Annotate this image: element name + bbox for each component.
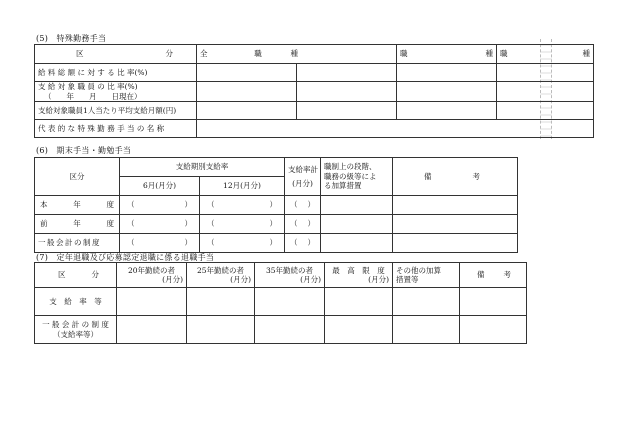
- section7-heading: (7) 定年退職及び応募認定退職に係る退職手当: [36, 253, 215, 262]
- header-kubun7: 区 分: [35, 263, 117, 288]
- header-kubun: 区 分: [35, 45, 197, 64]
- row-general-account7: 一 般 会 計 の 制 度 （支給率等）: [35, 316, 527, 344]
- header-job-2: 職 種: [497, 45, 594, 64]
- header-other: その他の加算 措置等: [393, 263, 460, 288]
- special-allowance-table: [34, 44, 594, 138]
- header-kasan: 職制上の段階、 職務の級等によ る加算措置: [321, 158, 393, 196]
- row-representative-name: 代 表 的 な 特 殊 勤 務 手 当 の 名 称: [35, 120, 197, 138]
- retirement-allowance-table: [34, 262, 527, 344]
- header-job-1: 職 種: [397, 45, 497, 64]
- header-rate: 支給期別支給率: [120, 158, 285, 177]
- header-35yr: 35年勤続の者 (月分): [255, 263, 325, 288]
- header-25yr: 25年勤続の者 (月分): [187, 263, 255, 288]
- row-payment-rate: 支 給 率 等: [35, 288, 527, 316]
- bonus-table: [34, 157, 518, 253]
- header-20yr: 20年勤続の者 (月分): [117, 263, 187, 288]
- header-total: 支給率計 (月分): [285, 158, 321, 196]
- row-avg-monthly: 支給対象職員1人当たり平均支給月額(円): [35, 102, 197, 120]
- row-this-year: 本 年 度 （ ） （ ） （ ）: [35, 196, 518, 215]
- header-all-job: 全 職 種: [197, 45, 397, 64]
- section5-heading: (5) 特殊勤務手当: [36, 34, 107, 43]
- header-biko7: 備 考: [460, 263, 527, 288]
- header-june: 6月(月分): [120, 177, 200, 196]
- row-general-account: 一般会計の制度 （ ） （ ） （ ）: [35, 234, 518, 253]
- row-prev-year: 前 年 度 （ ） （ ） （ ）: [35, 215, 518, 234]
- header-kubun6: 区分: [35, 158, 120, 196]
- header-max: 最 高 限 度 (月分): [325, 263, 393, 288]
- row-salary-ratio: 給 料 総 額 に 対 す る 比 率(%): [35, 64, 197, 82]
- header-biko6: 備 考: [393, 158, 518, 196]
- row-staff-ratio: 支 給 対 象 職 員 の 比 率(%) （ 年 月 日現在）: [35, 82, 197, 102]
- header-dec: 12月(月分): [200, 177, 285, 196]
- section6-heading: (6) 期末手当・勤勉手当: [36, 146, 132, 155]
